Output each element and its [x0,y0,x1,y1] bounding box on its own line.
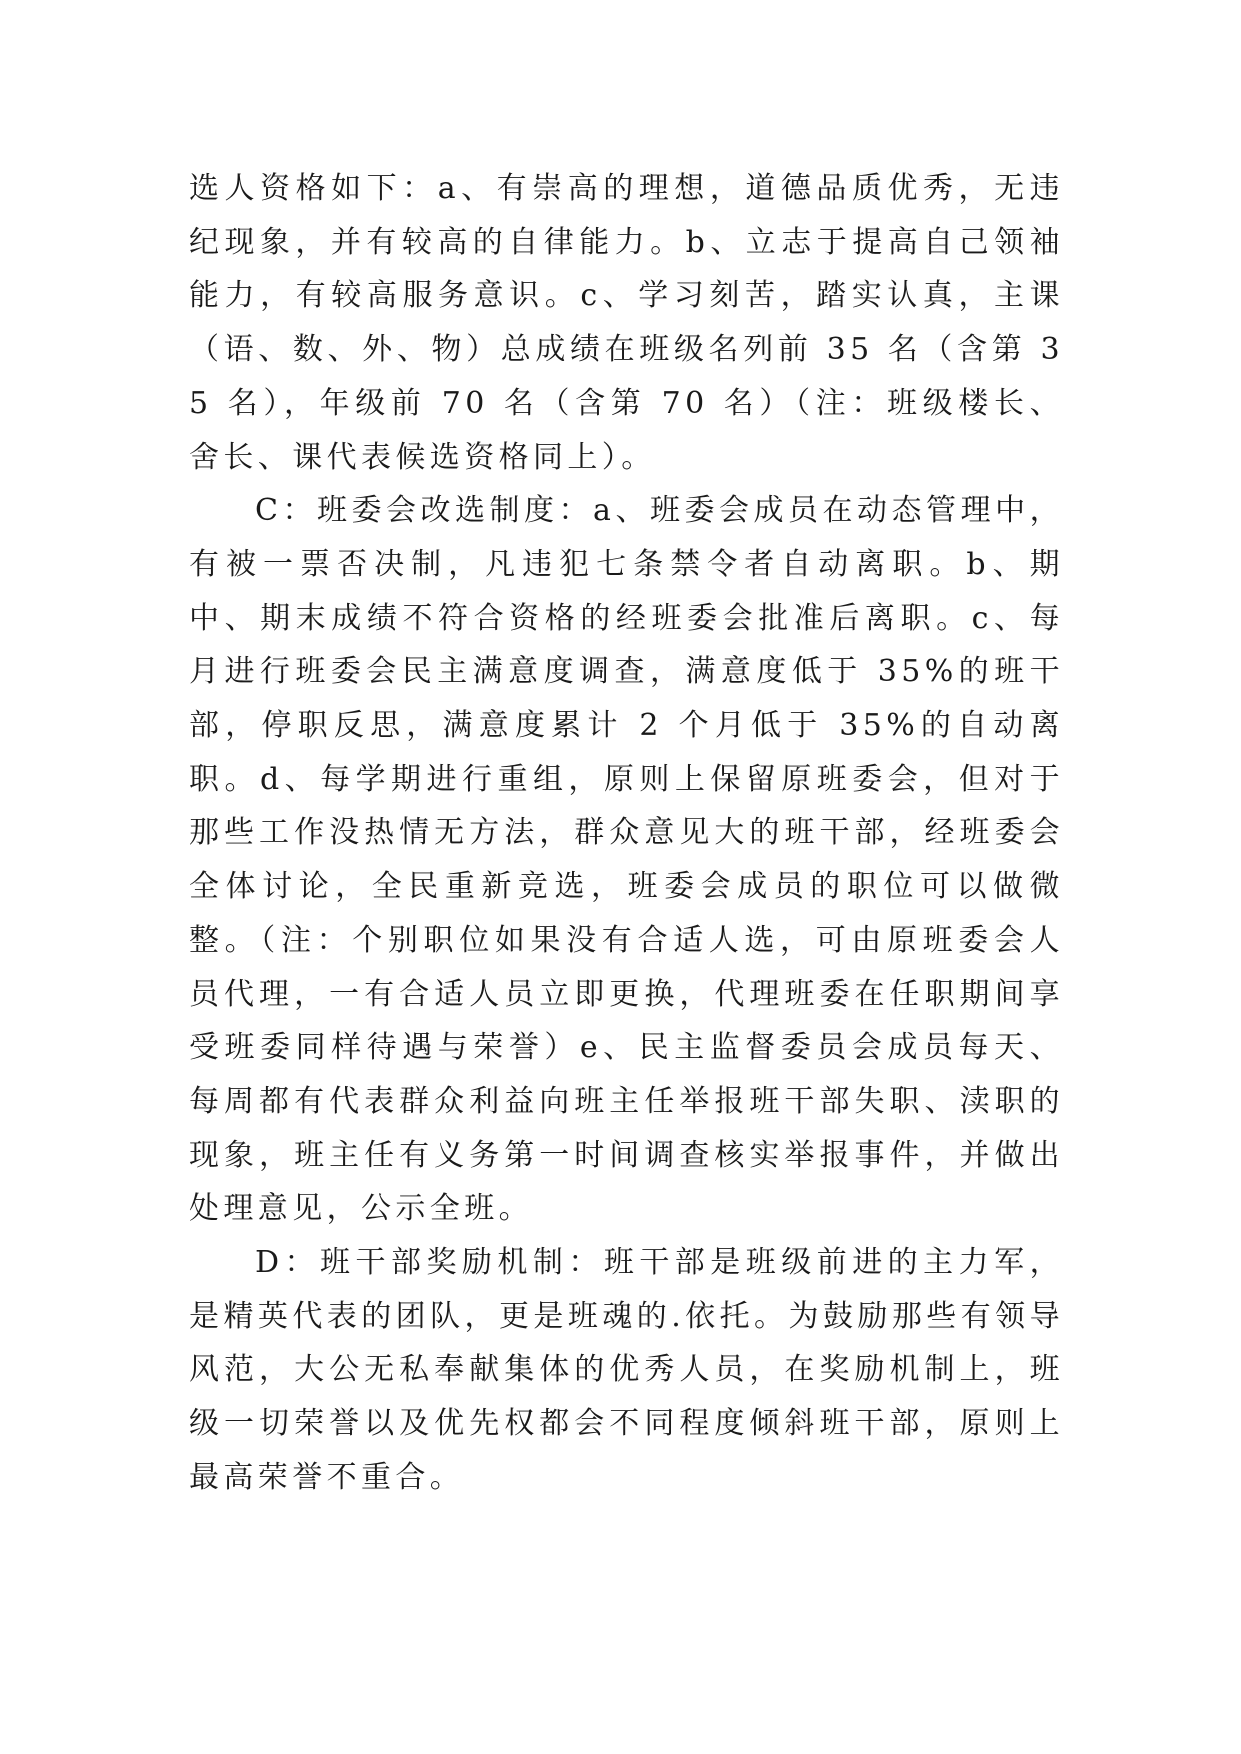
paragraph-reelection-system: C：班委会改选制度：a、班委会成员在动态管理中，有被一票否决制，凡违犯七条禁令者自动离职。b、期中、期末成绩不符合资格的经班委会批准后离职。c、每月进行班委会民主满意度调查，满意度低于 35%的班干部，停职反思，满意度累计 2 个月低于 35%的自动离职。d、每学期进行重组，原则上保留原班委会，但对于那些工作没热情无方法，群众意见大的班干部，经班委会全体讨论，全民重新竞选，班委会成员的职位可以做微整。（注：个别职位如果没有合适人选，可由原班委会人员代理，一有合适人员立即更换，代理班委在任职期间享受班委同样待遇与荣誉）e、民主监督委员会成员每天、每周都有代表群众利益向班主任举报班干部失职、渎职的现象，班主任有义务第一时间调查核实举报事件，并做出处理意见，公示全班。 [189,493,1064,1227]
document-body [189,162,1064,1505]
paragraph-candidate-qualifications: 选人资格如下：a、有崇高的理想，道德品质优秀，无违纪现象，并有较高的自律能力。b、立志于提高自己领袖能力，有较高服务意识。c、学习刻苦，踏实认真，主课（语、数、外、物）总成绩在班级名列前 35 名（含第 35 名），年级前 70 名（含第 70 名）（注：班级楼长、舍长、课代表候选资格同上）。 [189,171,1064,475]
paragraph-reward-mechanism: D：班干部奖励机制：班干部是班级前进的主力军，是精英代表的团队，更是班魂的.依托。为鼓励那些有领导风范，大公无私奉献集体的优秀人员，在奖励机制上，班级一切荣誉以及优先权都会不同程度倾斜班干部，原则上最高荣誉不重合。 [189,1245,1064,1495]
